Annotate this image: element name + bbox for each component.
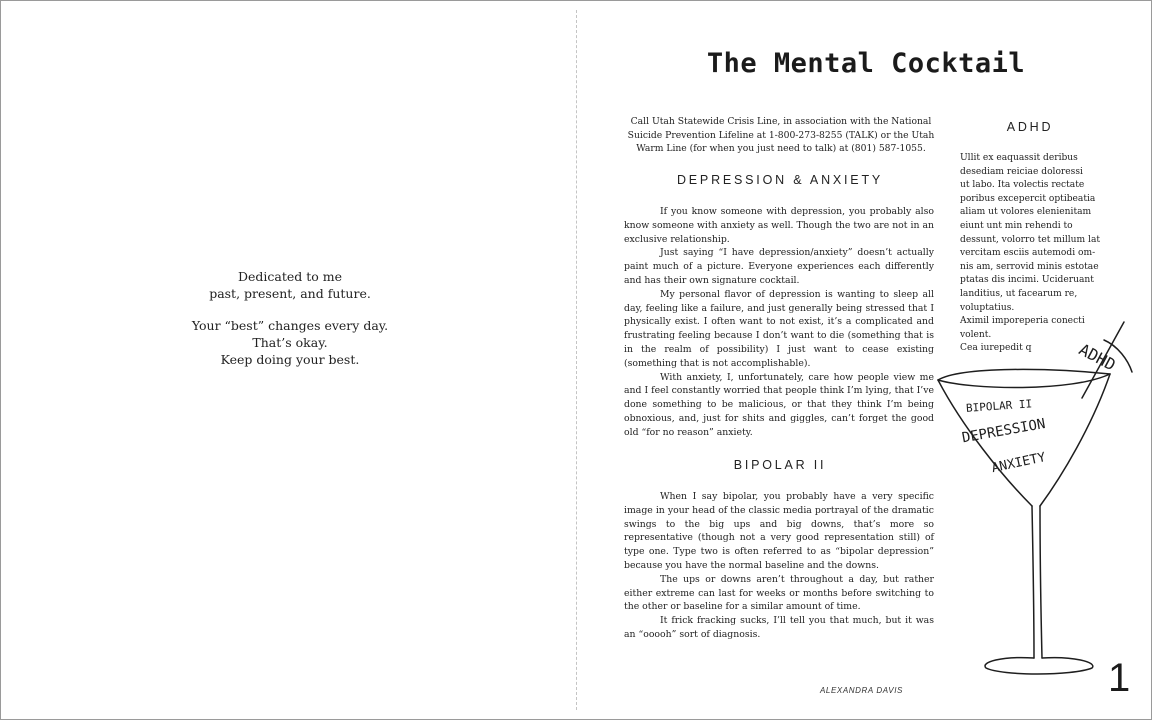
encouragement-line: That’s okay. — [252, 335, 328, 350]
adhd-line: ptatas dis incimi. Ucideruant — [960, 275, 1094, 286]
adhd-line: nis am, serrovid minis estotae — [960, 261, 1099, 272]
glass-word-bipolar: BIPOLAR II — [965, 397, 1033, 415]
encouragement-line: Keep doing your best. — [220, 352, 360, 367]
section-body-depression-anxiety — [624, 205, 934, 440]
glass-word-anxiety: ANXIETY — [990, 450, 1048, 477]
adhd-line: voluptatius. — [960, 302, 1015, 313]
paragraph: My personal flavor of depression is wanting to sleep all day, feeling like a failure, and just generally being stressed that I physically exist. I often want to not exist, it’s a complicated and frustrating feeling because I don’t want to die (something that is in the realm of possibility) I just want to cease existing (something that is not accomplishable). — [624, 288, 934, 369]
adhd-line: Aximil imporeperia conecti — [960, 316, 1085, 327]
glass-flag-label: ADHD — [1075, 339, 1119, 375]
page-spine-divider — [576, 10, 577, 710]
adhd-line: aliam ut volores elenienitam — [960, 207, 1092, 218]
section-heading-depression-anxiety: DEPRESSION & ANXIETY — [676, 173, 884, 187]
adhd-line: dessunt, volorro tet millum lat — [960, 234, 1101, 245]
dedication-line: Dedicated to me — [237, 269, 343, 284]
adhd-line: desediam reiciae doloressi — [960, 166, 1083, 177]
paragraph: With anxiety, I, unfortunately, care how people view me and I feel constantly worried that people think I’m lying, that I’ve done something to be malicious, or that they think I’m being obnoxious, and, just for shits and giggles, can’t forget the good old “for no reason” anxiety. — [624, 371, 934, 438]
section-body-bipolar — [624, 490, 934, 642]
adhd-line: eiunt unt min rehendi to — [960, 220, 1073, 231]
author-name: ALEXANDRA DAVIS — [820, 686, 903, 695]
adhd-line: landitius, ut facearum re, — [960, 288, 1078, 299]
section-heading-bipolar: BIPOLAR II — [733, 458, 827, 472]
adhd-line: Ullit ex eaquassit deribus — [960, 153, 1078, 163]
martini-glass-illustration — [932, 316, 1142, 678]
paragraph: When I say bipolar, you probably have a very specific image in your head of the classic media portrayal of the dramatic swings to the big ups and big downs, that’s more so representative (though not a very good representation still) of type one. Type two is often referred to as “bipolar depression” because you have the normal baseline and the downs. — [624, 491, 934, 571]
paragraph: If you know someone with depression, you probably also know someone with anxiety as well. Though the two are not in an exclusive relationship. — [624, 206, 934, 245]
page-title: The Mental Cocktail — [706, 48, 1026, 79]
glass-word-depression: DEPRESSION — [960, 415, 1047, 447]
adhd-line: poribus excepercit optibeatia — [960, 193, 1096, 204]
adhd-line: vercitam esciis autemodi om- — [960, 248, 1096, 259]
paragraph: The ups or downs aren’t throughout a day, but rather either extreme can last for weeks or months before switching to the other or baseline for a similar amount of time. — [624, 573, 934, 613]
paragraph: It frick fracking sucks, I’ll tell you that much, but it was an “ooooh” sort of diagnosis. — [624, 615, 934, 640]
adhd-line: Cea iurepedit q — [960, 343, 1032, 354]
crisis-line-note: Call Utah Statewide Crisis Line, in association with the National Suicide Prevention Lifeline at 1-800-273-8255 (TALK) or the Utah Warm Line (for when you just need to talk) at (801) 587-1055. — [627, 116, 935, 154]
adhd-line: volent. — [960, 329, 992, 340]
page-number: 1 — [1108, 656, 1131, 700]
dedication-line: past, present, and future. — [209, 286, 371, 301]
encouragement-line: Your “best” changes every day. — [191, 318, 389, 333]
paragraph: Just saying “I have depression/anxiety” doesn’t actually paint much of a picture. Everyone experiences each differently and has their own signature cocktail. — [624, 247, 934, 286]
adhd-line: ut labo. Ita volectis rectate — [960, 180, 1085, 191]
section-heading-adhd: ADHD — [1006, 120, 1054, 134]
dedication-block — [170, 268, 410, 368]
